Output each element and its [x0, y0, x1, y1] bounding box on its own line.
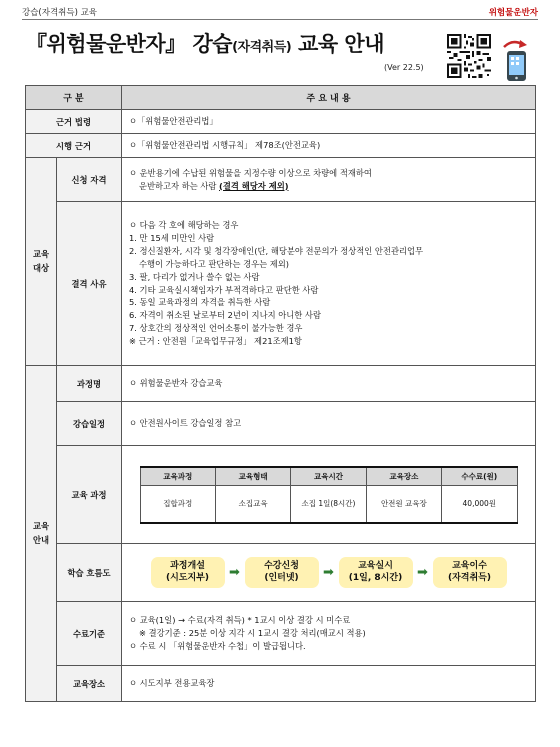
version-label: (Ver 22.5)	[384, 63, 424, 72]
complete-line: ㅇ 수료 시 「위험물운반자 수첩」이 발급됩니다.	[129, 640, 306, 651]
complete-line: ㅇ 교육(1일) → 수료(자격 취득) * 1교시 이상 결강 시 미수료	[129, 615, 351, 626]
disq-line: 6. 자격이 취소된 날로부터 2년이 지나지 아니한 사람	[129, 310, 321, 321]
course-cell: 소집교육	[215, 486, 290, 523]
complete-label: 수료기준	[57, 602, 122, 666]
flow-cell	[122, 544, 536, 602]
course-cell: 40,000원	[442, 486, 517, 523]
flow-step-sub: (시도지부)	[165, 572, 209, 583]
title-sub: (자격취득)	[232, 40, 292, 55]
flow-step-title: 교육실시	[358, 561, 393, 572]
guide-cat-line2: 안내	[32, 534, 50, 545]
flow-step-sub: (인터넷)	[264, 572, 299, 583]
schedule-label: 강습일정	[57, 402, 122, 446]
place-label: 교육장소	[57, 666, 122, 702]
disq-line: 1. 만 15세 미만인 사람	[129, 233, 215, 244]
disq-line: 수행이 가능하다고 판단하는 경우는 제외)	[139, 258, 290, 269]
disq-value	[122, 202, 536, 366]
disq-line: 5. 동일 교육과정의 자격을 취득한 사람	[129, 297, 271, 308]
course-header: 교육과정	[140, 467, 215, 486]
top-bar	[22, 6, 538, 20]
disq-line: 3. 팔, 다리가 없거나 쓸수 없는 사람	[129, 271, 260, 282]
disq-line: ㅇ 다음 각 호에 해당하는 경우	[129, 220, 239, 231]
disq-line: 4. 기타 교육실시책임자가 부적격하다고 판단한 사람	[129, 284, 319, 295]
table-row	[140, 486, 517, 523]
target-cat-line1: 교육	[32, 249, 50, 260]
title-main: 『위험물운반자』 강습	[26, 32, 233, 56]
info-table	[25, 85, 536, 702]
qual-label: 신청 자격	[57, 158, 122, 202]
arrow-right-icon: ➡	[229, 565, 240, 580]
disq-line: 7. 상호간의 정상적인 언어소통이 불가능한 경우	[129, 323, 303, 334]
course-header: 수수료(원)	[442, 467, 517, 486]
target-cat-line2: 대상	[32, 262, 50, 273]
page-title	[26, 28, 384, 58]
course-name-value: ㅇ 위험물운반자 강습교육	[122, 366, 536, 402]
header-right-label: 위험물운반자	[488, 8, 538, 18]
place-value: ㅇ 시도지부 전용교육장	[122, 666, 536, 702]
basis-value: ㅇ「위험물안전관리법」	[122, 110, 536, 134]
title-end: 교육 안내	[291, 32, 385, 56]
col-header-category: 구 분	[26, 86, 122, 110]
qual-exclusion-note: (결격 해당자 제외)	[219, 180, 289, 191]
enforce-label: 시행 근거	[26, 134, 122, 158]
flow-step-title: 교육이수	[452, 561, 487, 572]
flow-label: 학습 흐름도	[57, 544, 122, 602]
course-name-label: 과정명	[57, 366, 122, 402]
complete-value	[122, 602, 536, 666]
course-table-cell	[122, 446, 536, 544]
flow-step	[245, 557, 319, 588]
basis-label: 근거 법령	[26, 110, 122, 134]
disq-line: ※ 근거 : 안전원「교육업무규정」 제21조제1항	[129, 335, 302, 346]
qr-code-icon[interactable]	[447, 34, 491, 78]
arrow-right-icon: ➡	[323, 565, 334, 580]
course-header: 교육장소	[366, 467, 441, 486]
qual-line-text: 운반하고자 하는 사람	[139, 180, 220, 191]
flow-step-sub: (자격취득)	[447, 572, 491, 583]
flow-step-title: 과정개설	[170, 561, 205, 572]
flow-step	[339, 557, 413, 588]
col-header-content: 주 요 내 용	[122, 86, 536, 110]
course-label: 교육 과정	[57, 446, 122, 544]
guide-cat-line1: 교육	[32, 521, 50, 532]
guide-category	[26, 366, 57, 702]
flow-step-sub: (1일, 8시간)	[348, 572, 403, 583]
course-cell: 집합과정	[140, 486, 215, 523]
course-header: 교육시간	[291, 467, 366, 486]
learning-flow	[122, 557, 535, 588]
course-table-header	[140, 467, 517, 486]
target-category	[26, 158, 57, 366]
flow-step	[151, 557, 225, 588]
course-cell: 안전원 교육장	[366, 486, 441, 523]
course-cell: 소집 1일(8시간)	[291, 486, 366, 523]
qual-value	[122, 158, 536, 202]
qual-line	[129, 180, 528, 193]
top-divider	[22, 19, 538, 20]
enforce-value: ㅇ「위험물안전관리법 시행규칙」 제78조(안전교육)	[122, 134, 536, 158]
course-header: 교육형태	[215, 467, 290, 486]
course-table	[140, 466, 518, 524]
disq-line: 2. 정신질환자, 시각 및 청각장애인(단, 해당분야 전문의가 정상적인 안전관리업무	[129, 245, 424, 256]
flow-step	[433, 557, 507, 588]
header-left-label: 강습(자격취득) 교육	[22, 8, 98, 18]
complete-line: ※ 결강기준 : 25분 이상 지각 시 1교시 결강 처리(매교시 적용)	[139, 628, 366, 639]
qual-line: ㅇ 운반용기에 수납된 위험물을 지정수량 이상으로 차량에 적재하여	[129, 167, 372, 178]
arrow-right-icon: ➡	[417, 565, 428, 580]
smartphone-icon	[500, 38, 530, 82]
flow-step-title: 수강신청	[264, 561, 299, 572]
disq-label: 결격 사유	[57, 202, 122, 366]
schedule-value: ㅇ 안전원사이트 강습일정 참고	[122, 402, 536, 446]
